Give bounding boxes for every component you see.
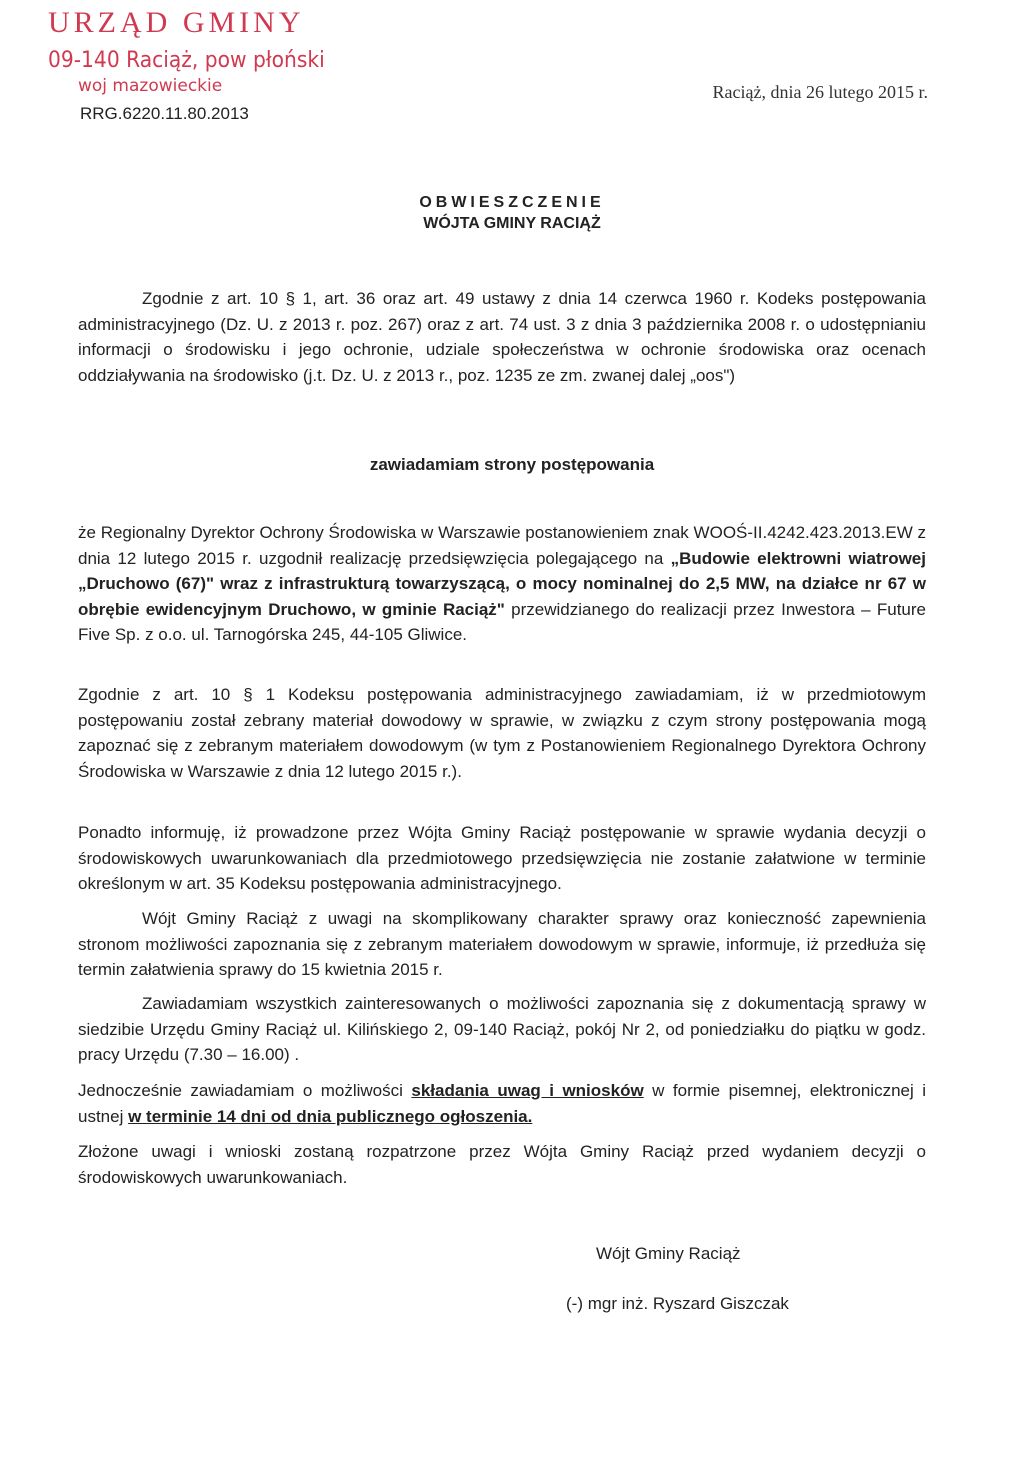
stamp-line-address: 09-140 Raciąż, pow płoński [48, 48, 325, 73]
signature-name: (-) mgr inż. Ryszard Giszczak [566, 1294, 789, 1313]
paragraph-deadline-info [78, 820, 926, 897]
legal-basis-paragraph [78, 286, 926, 388]
reference-number: RRG.6220.11.80.2013 [80, 104, 249, 123]
decision-investor: przewidzianego do realizacji przez Inwestora – Future Five Sp. z o.o. ul. Tarnogórska 245, 44-105 Gliwice. [78, 599, 926, 644]
title-line-issuer: WÓJTA GMINY RACIĄŻ [423, 215, 601, 232]
paragraph-extension [78, 906, 926, 983]
paragraph-decision [78, 520, 926, 648]
paragraph-comments-text [78, 1078, 926, 1129]
paragraph-documentation [78, 991, 926, 1068]
paragraph-evidence-text: Zgodnie z art. 10 § 1 Kodeksu postępowania administracyjnego zawiadamiam, iż w przedmiotowym postępowaniu został zebrany materiał dowodowy w sprawie, w związku z czym strony postępowania mogą zapoznać się z zebranym materiałem dowodowym (w tym z Postanowieniem Regionalnego Dyrektora Ochrony Środowiska w Warszawie z dnia 12 lutego 2015 r.). [78, 685, 926, 781]
paragraph-consideration-text: Złożone uwagi i wnioski zostaną rozpatrzone przez Wójta Gminy Raciąż przed wydaniem decyzji o środowiskowych uwarunkowaniach. [78, 1142, 926, 1187]
document-title [0, 192, 1024, 234]
title-line-notice: OBWIESZCZENIE [419, 194, 605, 211]
comments-forms: w formie pisemnej, elektronicznej i ustnej [78, 1081, 926, 1126]
legal-basis-text: Zgodnie z art. 10 § 1, art. 36 oraz art. 49 ustawy z dnia 14 czerwca 1960 r. Kodeks postępowania administracyjnego (Dz. U. z 2013 r. poz. 267) oraz z art. 74 ust. 3 z dnia 3 października 2008 r. o udostępnianiu informacji o środowisku i jego ochronie, udziale społeczeństwa w ochronie środowiska oraz ocenach oddziaływania na środowisko (j.t. Dz. U. z 2013 r., poz. 1235 ze zm. zwanej dalej „oos") [78, 289, 926, 385]
stamp-line-voivodeship: woj mazowieckie [78, 76, 223, 96]
comments-deadline: w terminie 14 dni od dnia publicznego ogłoszenia. [128, 1106, 533, 1126]
paragraph-evidence [78, 682, 926, 784]
paragraph-comments [78, 1078, 926, 1129]
comments-intro: Jednocześnie zawiadamiam o możliwości [78, 1081, 412, 1100]
comments-submission: składania uwag i wniosków [411, 1081, 644, 1100]
decision-intro: że Regionalny Dyrektor Ochrony Środowiska w Warszawie postanowieniem znak WOOŚ-II.4242.423.2013.EW z dnia 12 lutego 2015 r. uzgodnił realizację przedsięwzięcia polegającego na [78, 523, 926, 568]
paragraph-deadline-info-text: Ponadto informuję, iż prowadzone przez Wójta Gminy Raciąż postępowanie w sprawie wydania decyzji o środowiskowych uwarunkowaniach dla przedmiotowego przedsięwzięcia nie zostanie załatwione w terminie określonym w art. 35 Kodeksu postępowania administracyjnego. [78, 823, 926, 893]
project-name: „Budowie elektrowni wiatrowej „Druchowo (67)" wraz z infrastrukturą towarzyszącą, o mocy nominalnej do 2,5 MW, na działce nr 67 w obrębie ewidencyjnym Druchowo, w gminie Raciąż" [78, 548, 926, 619]
signature-title: Wójt Gminy Raciąż [596, 1244, 741, 1263]
place-date: Raciąż, dnia 26 lutego 2015 r. [712, 82, 928, 102]
paragraph-decision-text [78, 520, 926, 648]
paragraph-extension-text: Wójt Gminy Raciąż z uwagi na skomplikowany charakter sprawy oraz konieczność zapewnienia stronom możliwości zapoznania się z zebranym materiałem dowodowym w sprawie, informuje, iż przedłuża się termin załatwienia sprawy do 15 kwietnia 2015 r. [78, 909, 926, 979]
stamp-line-office: URZĄD GMINY [48, 6, 305, 39]
paragraph-documentation-text: Zawiadamiam wszystkich zainteresowanych o możliwości zapoznania się z dokumentacją sprawy w siedzibie Urzędu Gminy Raciąż ul. Kilińskiego 2, 09-140 Raciąż, pokój Nr 2, od poniedziałku do piątku w godz. pracy Urzędu (7.30 – 16.00) . [78, 994, 926, 1064]
notice-heading: zawiadamiam strony postępowania [369, 455, 655, 474]
paragraph-consideration [78, 1139, 926, 1190]
office-stamp [48, 6, 349, 96]
